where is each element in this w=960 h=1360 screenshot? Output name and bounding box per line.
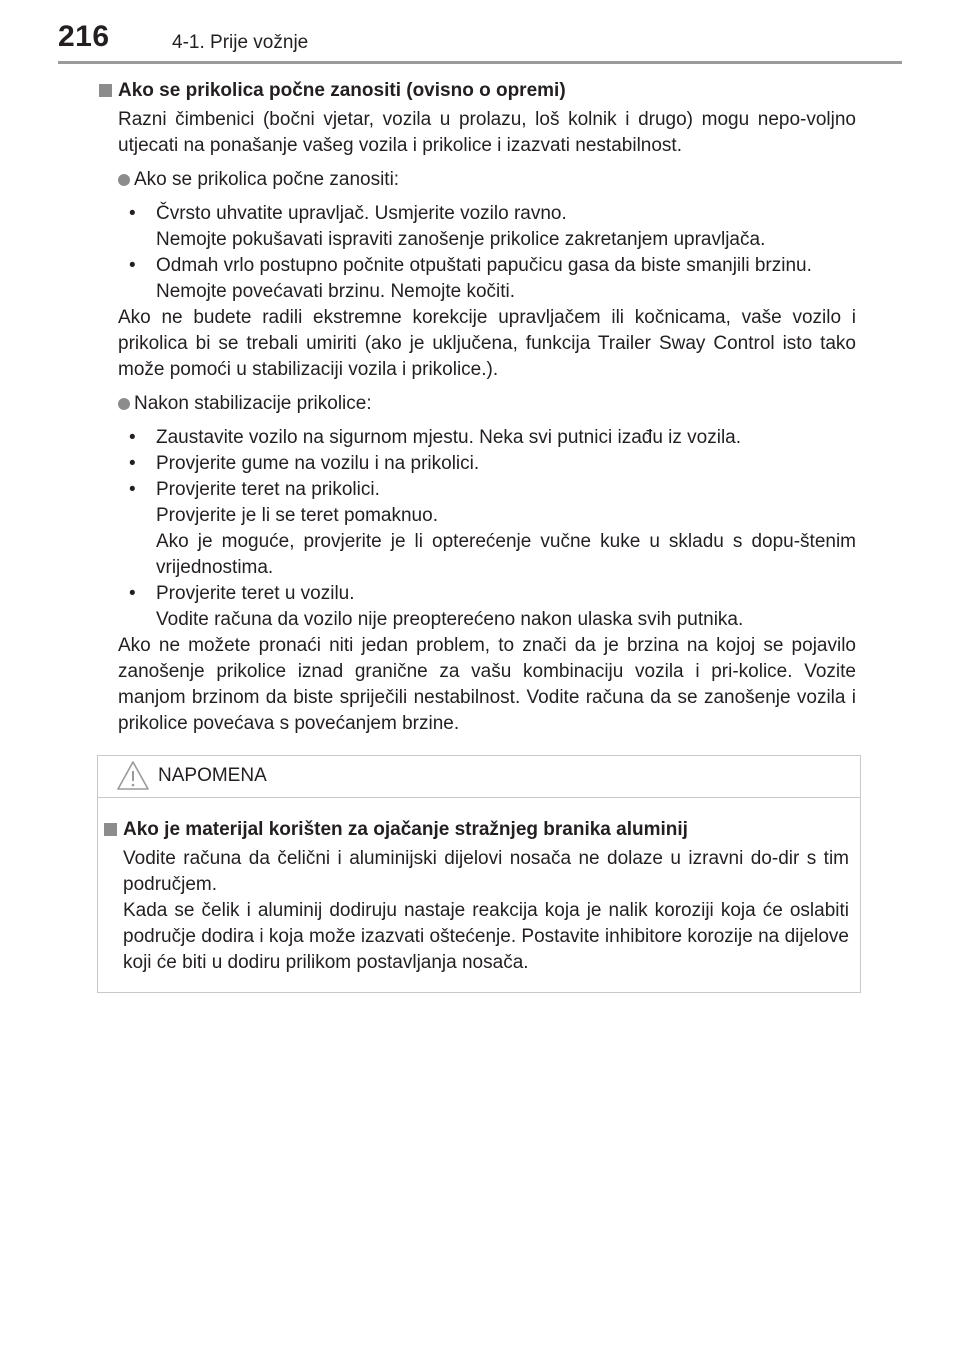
list-item-text: Provjerite teret u vozilu.	[156, 583, 355, 604]
page-header	[0, 0, 960, 62]
list-item: • Provjerite teret na prikolici. Provjerite je li se teret pomaknuo. Ako je moguće, provjerite je li opterećenje vučne kuke u skladu s dopu-štenim vrijednostima.	[129, 479, 856, 578]
list-group-2-title	[98, 391, 856, 417]
list-item: • Odmah vrlo postupno počnite otpuštati papučicu gasa da biste smanjili brzinu. Nemojte povećavati brzinu. Nemojte kočiti.	[129, 255, 812, 302]
section-heading-text: Ako se prikolica počne zanositi (ovisno o opremi)	[118, 80, 566, 101]
notice-heading-text: Ako je materijal korišten za ojačanje stražnjeg branika aluminij	[123, 819, 688, 840]
square-bullet-icon	[104, 823, 117, 836]
section-heading	[98, 78, 856, 104]
notice-paragraph: Kada se čelik i aluminij dodiruju nastaje reakcija koja je nalik koroziji koja će oslabiti područje dodira i koja može izazvati oštećenje. Postavite inhibitore korozije na dijelove koji će biti u dodiru prilikom postavljanja nosača.	[123, 900, 849, 973]
notice-paragraph: Vodite računa da čelični i aluminijski dijelovi nosača ne dolaze u izravni do-dir s tim područjem.	[123, 848, 849, 895]
list-item-text: Nemojte pokušavati ispraviti zanošenje prikolice zakretanjem upravljača.	[156, 229, 766, 250]
list-item-text: Vodite računa da vozilo nije preopterećeno nakon ulaska svih putnika.	[156, 609, 744, 630]
list-item: • Provjerite teret u vozilu. Vodite računa da vozilo nije preopterećeno nakon ulaska svih putnika.	[129, 583, 744, 630]
list-item-text: Provjerite teret na prikolici.	[156, 479, 380, 500]
list-group-1-title-text: Ako se prikolica počne zanositi:	[134, 169, 400, 190]
notice-box	[97, 755, 861, 993]
header-divider	[58, 61, 902, 64]
chapter-title: 4-1. Prije vožnje	[172, 32, 309, 53]
list-group-2-title-text: Nakon stabilizacije prikolice:	[134, 393, 372, 414]
list-item: • Provjerite gume na vozilu i na prikolici.	[129, 453, 480, 474]
list-item: • Zaustavite vozilo na sigurnom mjestu. Neka svi putnici izađu iz vozila.	[129, 427, 742, 448]
list-group-1-title	[98, 167, 856, 193]
square-bullet-icon	[99, 84, 112, 97]
paragraph: Ako ne možete pronaći niti jedan problem, to znači da je brzina na kojoj se pojavilo zanošenje prikolice iznad granične za vašu kombinaciju vozila i pri-kolice. Vozite manjom brzinom da biste spriječili nestabilnost. Vodite računa da se zanošenje vozila i prikolice povećava s povećanjem brzine.	[118, 635, 856, 734]
paragraph: Ako ne budete radili ekstremne korekcije upravljačem ili kočnicama, vaše vozilo i prikolica bi se trebali umiriti (ako je uključena, funkcija Trailer Sway Control isto tako može pomoći u stabilizaciji vozila i prikolice.).	[118, 307, 856, 380]
page-number: 216	[58, 20, 110, 53]
list-group-2	[98, 425, 856, 633]
circle-bullet-icon	[118, 398, 130, 410]
list-item-text: Ako je moguće, provjerite je li opterećenje vučne kuke u skladu s dopu-štenim vrijednostima.	[156, 531, 856, 578]
list-item-text: Provjerite je li se teret pomaknuo.	[156, 505, 438, 526]
warning-triangle-icon	[116, 760, 150, 792]
circle-bullet-icon	[118, 174, 130, 186]
notice-body	[103, 817, 849, 976]
list-item-text: Nemojte povećavati brzinu. Nemojte kočiti.	[156, 281, 516, 302]
list-item-text: Odmah vrlo postupno počnite otpuštati papučicu gasa da biste smanjili brzinu.	[156, 255, 812, 276]
section-intro: Razni čimbenici (bočni vjetar, vozila u prolazu, loš kolnik i drugo) mogu nepo-voljno utjecati na ponašanje vašeg vozila i prikolice i izazvati nestabilnost.	[118, 109, 856, 156]
notice-header	[98, 756, 860, 798]
list-item-text: Čvrsto uhvatite upravljač. Usmjerite vozilo ravno.	[156, 203, 567, 224]
list-item: • Čvrsto uhvatite upravljač. Usmjerite vozilo ravno. Nemojte pokušavati ispraviti zanošenje prikolice zakretanjem upravljača.	[129, 203, 766, 250]
notice-heading	[103, 817, 849, 843]
list-group-1	[98, 201, 856, 305]
main-content	[98, 78, 856, 737]
list-item-text: Provjerite gume na vozilu i na prikolici.	[156, 453, 480, 474]
list-item-text: Zaustavite vozilo na sigurnom mjestu. Neka svi putnici izađu iz vozila.	[156, 427, 742, 448]
notice-title: NAPOMENA	[158, 765, 267, 786]
